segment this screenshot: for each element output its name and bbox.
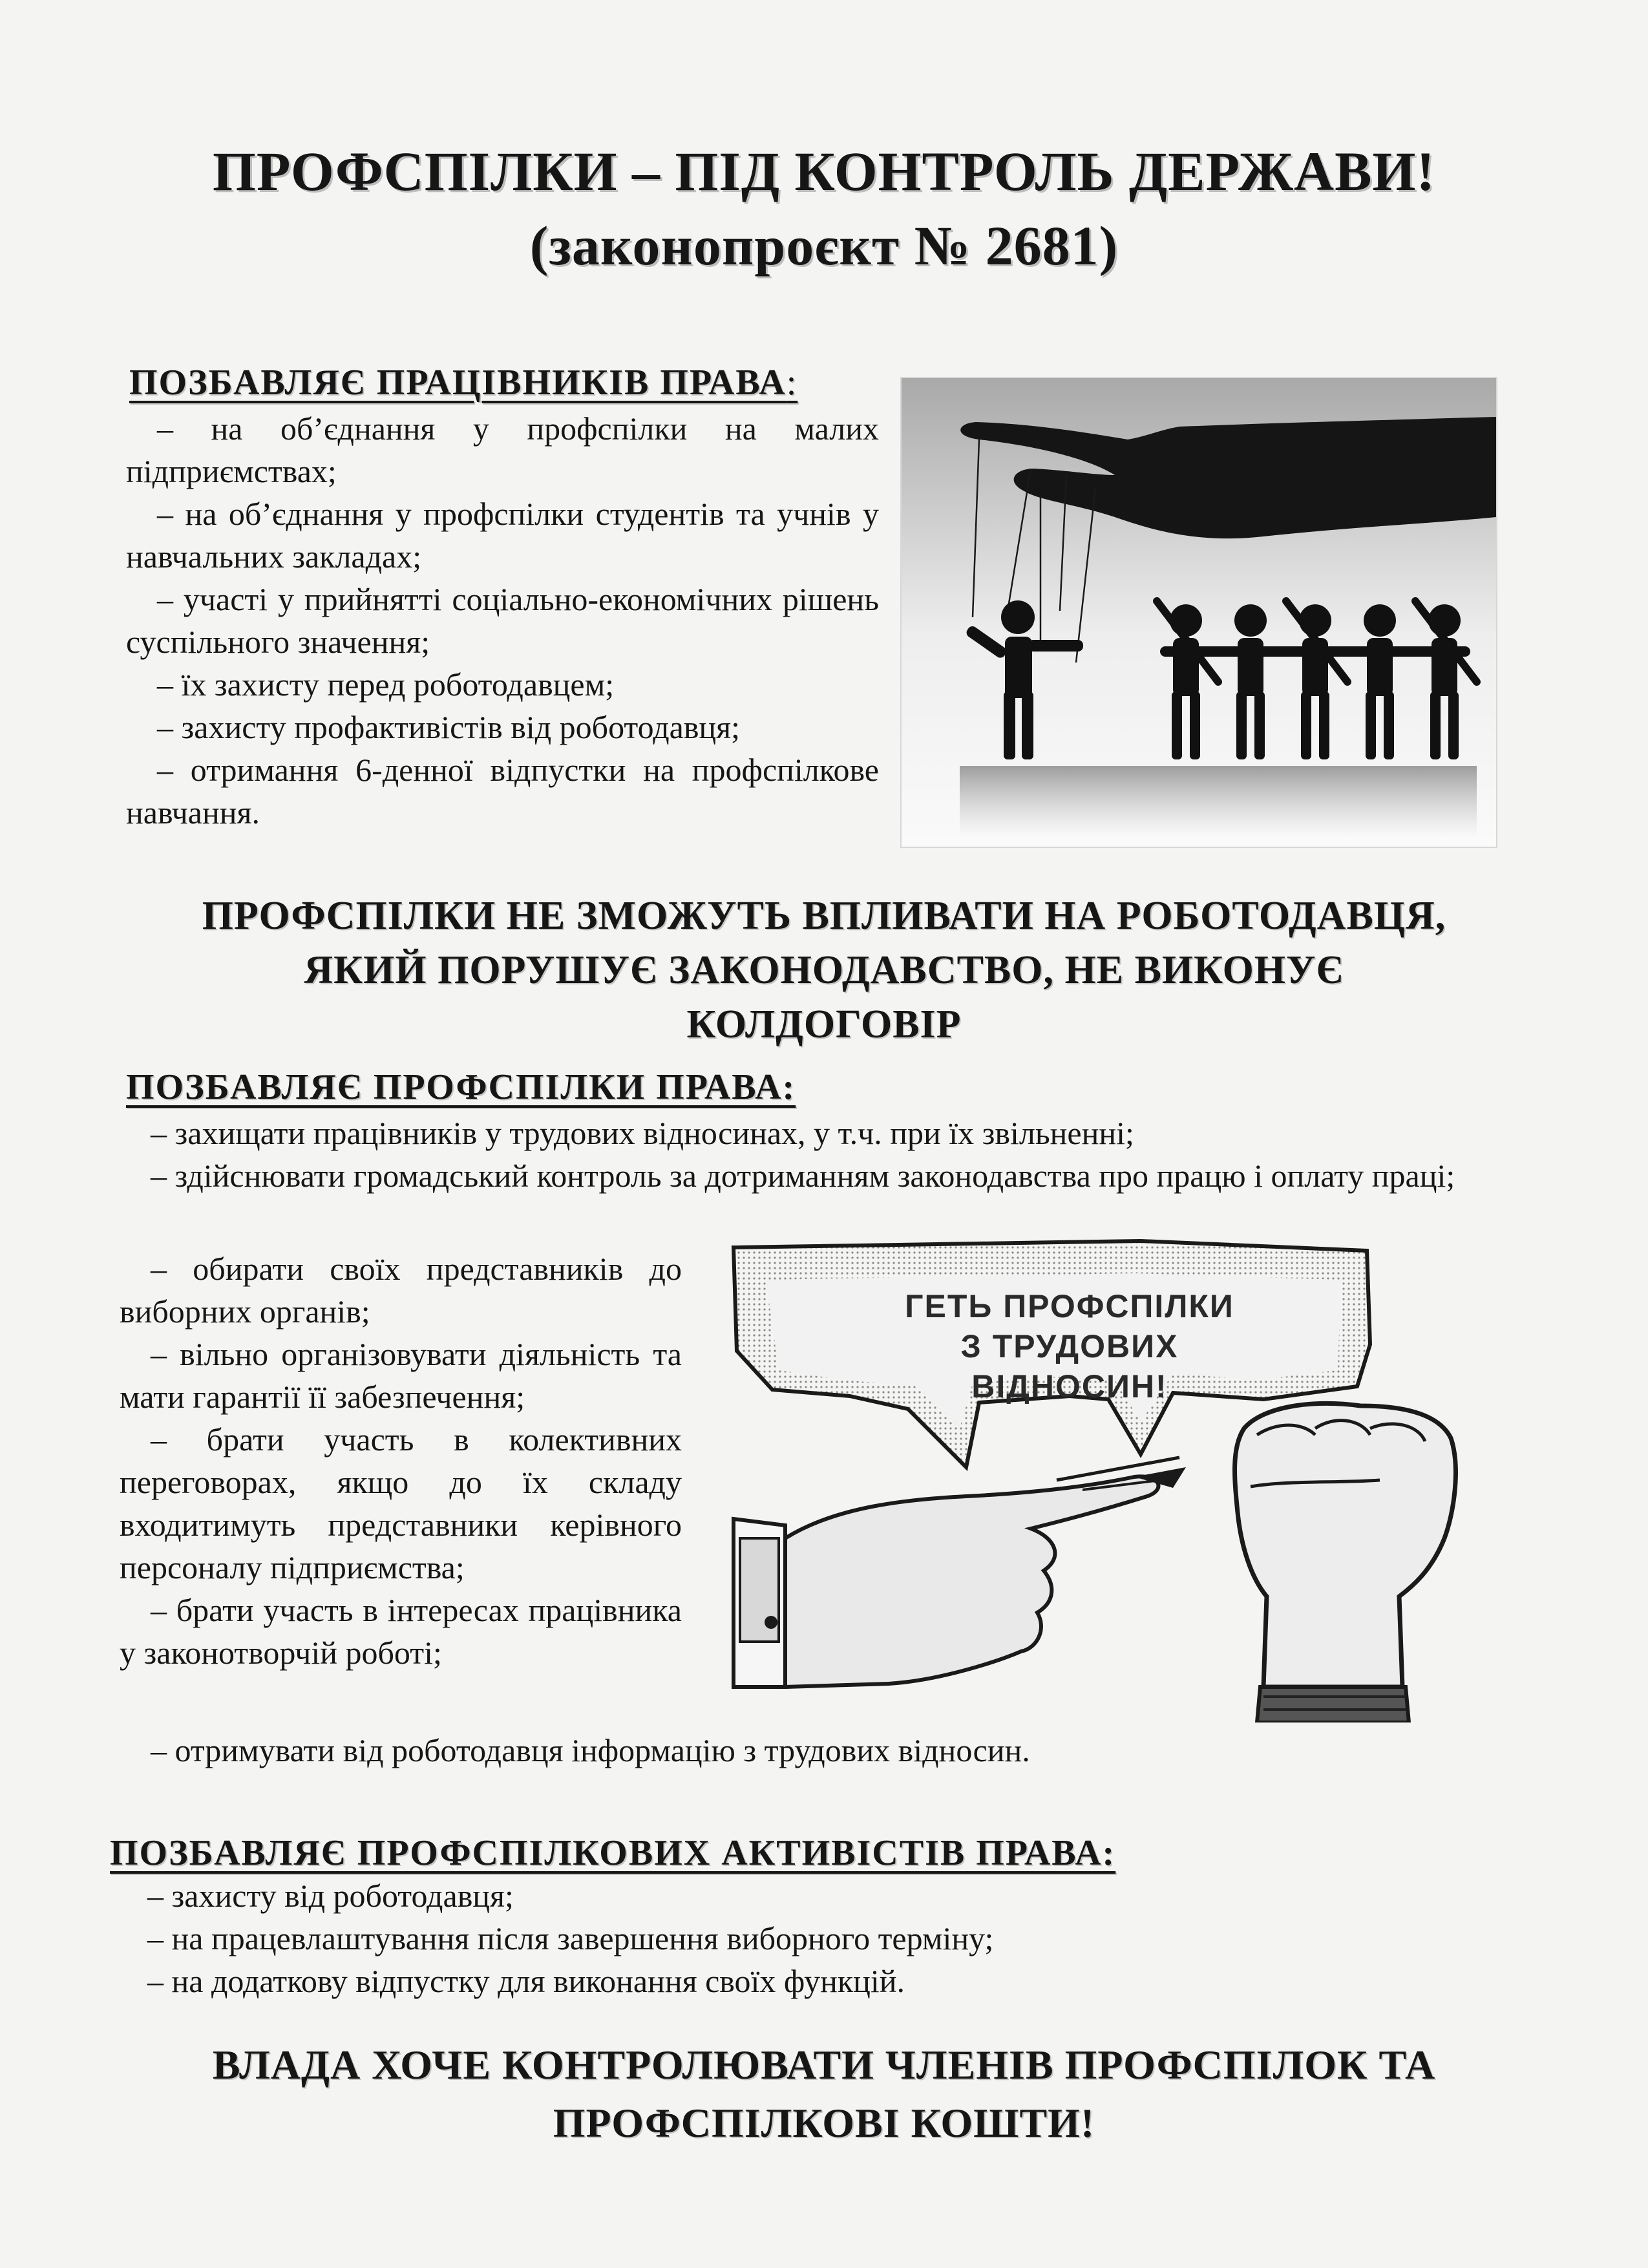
list-item: – брати участь в колективних переговорах, якщо до їх складу входитимуть представники керівного персоналу підприємства; bbox=[120, 1421, 682, 1585]
reflection bbox=[960, 766, 1477, 837]
notice-line: ЯКИЙ ПОРУШУЄ ЗАКОНОДАВСТВО, НЕ ВИКОНУЄ bbox=[304, 948, 1344, 992]
speech-line: З ТРУДОВИХ bbox=[960, 1328, 1179, 1364]
union-rights-list-top bbox=[120, 1112, 1496, 1197]
speech-line: ГЕТЬ ПРОФСПІЛКИ bbox=[905, 1288, 1234, 1324]
section-heading-activists: ПОЗБАВЛЯЄ ПРОФСПІЛКОВИХ АКТИВІСТІВ ПРАВА: bbox=[110, 1833, 1116, 1873]
list-item: – обирати своїх представників до виборних органів; bbox=[120, 1251, 682, 1330]
list-item: – участі у прийнятті соціально-економічних рішень суспільного значення; bbox=[126, 581, 879, 660]
pointing-hand-icon bbox=[734, 1457, 1186, 1687]
list-item: – на працевлаштування після завершення виборного терміну; bbox=[147, 1920, 994, 1956]
section-heading-unions: ПОЗБАВЛЯЄ ПРОФСПІЛКИ ПРАВА: bbox=[126, 1067, 796, 1107]
union-rights-list-bottom bbox=[120, 1729, 1496, 1772]
union-rights-list-narrow bbox=[120, 1247, 682, 1674]
list-item: – на об’єднання у профспілки на малих підприємствах; bbox=[126, 410, 879, 489]
closing-line: ПРОФСПІЛКОВІ КОШТИ! bbox=[553, 2100, 1095, 2146]
notice-line: КОЛДОГОВІР bbox=[686, 1002, 962, 1046]
page-title: ПРОФСПІЛКИ – ПІД КОНТРОЛЬ ДЕРЖАВИ! bbox=[212, 140, 1436, 202]
notice-line: ПРОФСПІЛКИ НЕ ЗМОЖУТЬ ВПЛИВАТИ НА РОБОТОДАВЦЯ, bbox=[202, 894, 1446, 938]
puppet-hand-illustration bbox=[902, 378, 1496, 847]
speech-bubble-text bbox=[824, 1286, 1315, 1406]
notice-block bbox=[0, 889, 1648, 1052]
fist-illustration bbox=[695, 1235, 1496, 1722]
puppet-image bbox=[902, 378, 1496, 847]
list-item: – на додаткову відпустку для виконання своїх функцій. bbox=[147, 1963, 905, 1999]
list-item: – здійснювати громадський контроль за дотриманням законодавства про працю і оплату праці; bbox=[151, 1158, 1455, 1194]
list-item: – захисту від роботодавця; bbox=[147, 1878, 514, 1914]
speech-line: ВІДНОСИН! bbox=[971, 1368, 1168, 1404]
closing-line: ВЛАДА ХОЧЕ КОНТРОЛЮВАТИ ЧЛЕНІВ ПРОФСПІЛОК ТА bbox=[212, 2042, 1436, 2088]
list-item: – захисту профактивістів від роботодавця; bbox=[157, 709, 741, 745]
list-item: – захищати працівників у трудових відносинах, у т.ч. при їх звільненні; bbox=[151, 1115, 1134, 1151]
list-item: – брати участь в інтересах працівника у законотворчій роботі; bbox=[120, 1592, 682, 1671]
closing-statement bbox=[0, 2036, 1648, 2152]
list-item: – отримувати від роботодавця інформацію з трудових відносин. bbox=[151, 1732, 1030, 1768]
raised-fist-icon bbox=[1235, 1403, 1456, 1722]
list-item: – на об’єднання у профспілки студентів та учнів у навчальних закладах; bbox=[126, 496, 879, 575]
list-item: – вільно організовувати діяльність та мати гарантії її забезпечення; bbox=[120, 1336, 682, 1415]
page-subtitle: (законопроєкт № 2681) bbox=[529, 215, 1119, 277]
list-item: – отримання 6-денної відпустки на профспілкове навчання. bbox=[126, 752, 879, 831]
list-item: – їх захисту перед роботодавцем; bbox=[157, 666, 615, 703]
activists-rights-list bbox=[116, 1874, 1493, 2002]
workers-rights-list bbox=[126, 407, 879, 834]
section-heading-workers: ПОЗБАВЛЯЄ ПРАЦІВНИКІВ ПРАВА: bbox=[129, 363, 798, 403]
